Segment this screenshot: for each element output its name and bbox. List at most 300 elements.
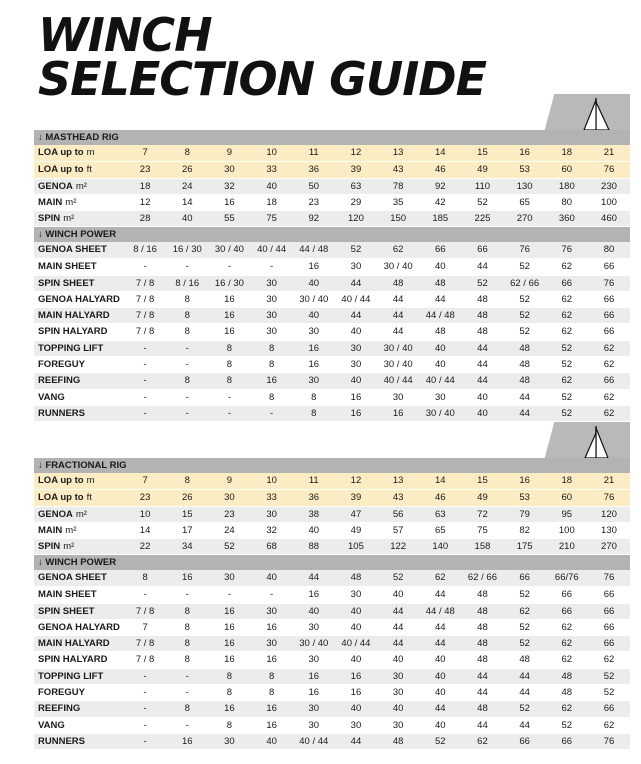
table-cell: 48 [477,654,488,666]
table-cell: 66 [603,310,615,322]
table-cell: 8 [268,687,275,699]
table-cell: 7 / 8 [135,326,155,338]
table-cell: 40 [308,310,320,322]
table-cell: 30 [392,670,404,682]
table-cell: 44 [519,391,530,403]
table-cell: 8 [311,391,317,403]
row-label [38,636,110,652]
table-cell: 13 [392,475,404,486]
table-cell: 75 [266,213,277,225]
row-label [38,406,85,422]
table-cell: 30 [266,605,277,617]
table-cell: 62 [603,342,615,354]
table-cell: 40 [350,654,362,666]
table-cell: 35 [392,196,404,208]
row-label [38,357,85,373]
table-cell: 39 [350,492,362,504]
row-label-text: MAIN HALYARD [38,638,110,650]
table-cell: 52 [519,326,530,338]
fractional-specs-table [34,473,630,554]
table-cell: 76 [603,277,615,289]
table-cell: 100 [558,524,575,536]
table-cell: 40 [392,654,404,666]
table-cell: 80 [561,196,573,208]
table-cell: 40 [435,359,446,371]
row-label [38,242,107,258]
table-row [34,340,630,356]
table-cell: 30 [350,719,362,731]
table-cell: 460 [601,213,617,225]
masthead-specs-table [34,145,630,226]
row-label [38,259,97,275]
table-cell: 48 [477,638,488,650]
table-cell: 44 [477,342,488,354]
table-cell: 40 [435,261,446,273]
row-label-text: GENOA HALYARD [38,293,120,305]
table-cell: 42 [435,196,446,208]
table-cell: 39 [350,164,362,176]
table-row [34,258,630,274]
table-cell: - [143,703,147,715]
row-label [38,669,103,685]
table-cell: 88 [308,541,320,553]
table-cell: 48 [477,310,488,322]
table-cell: 46 [435,492,446,504]
table-cell: 44 [392,326,404,338]
table-cell: 18 [266,196,277,208]
row-label [38,652,108,668]
table-row [34,161,630,177]
table-cell: 62 [435,572,446,583]
table-cell: 40 [350,621,362,633]
row-label-text: MAIN HALYARD [38,310,110,322]
table-cell: - [143,589,147,601]
table-cell: 30 [308,621,320,633]
table-cell: 12 [350,475,362,486]
row-label [38,162,92,178]
table-cell: 44 [477,261,488,273]
table-cell: 62 [603,359,615,371]
row-label [38,390,65,406]
table-cell: 62 / 66 [510,277,540,289]
row-label [38,539,74,555]
table-cell: 36 [308,164,320,176]
row-label [38,587,97,603]
table-cell: 130 [516,180,533,192]
table-cell: 29 [350,196,362,208]
table-cell: 16 [266,375,277,387]
table-cell: 52 [561,719,573,731]
table-cell: 66 [477,244,488,255]
table-cell: 66 [561,735,573,747]
row-unit: m² [75,180,87,192]
table-cell: 8 [311,407,317,419]
row-label-text: MAIN [38,196,63,208]
table-cell: 48 [477,703,488,715]
table-cell: 62 [561,638,573,650]
table-cell: 48 [519,359,530,371]
masthead-winch-power-table [34,242,630,421]
row-cells [124,259,630,274]
fractional-rig-header: ↓ FRACTIONAL RIG [34,458,630,473]
table-cell: - [185,391,189,403]
table-cell: 16 [308,359,320,371]
table-cell: 62 [392,244,404,255]
table-cell: 8 [184,621,190,633]
row-cells [124,145,630,161]
table-cell: 30 [308,654,320,666]
table-cell: 8 [226,687,233,699]
row-label-text: LOA up to [38,492,84,504]
table-cell: 7 / 8 [135,654,155,666]
table-cell: 48 [519,342,530,354]
table-cell: 52 [561,391,573,403]
table-cell: 30 / 40 [383,359,413,371]
table-cell: 30 [392,719,404,731]
table-cell: 44 [477,670,488,682]
row-label [38,490,92,506]
table-cell: 175 [516,541,533,553]
table-row [34,307,630,323]
table-cell: 21 [603,475,615,486]
masthead-winch-power-header: ↓ WINCH POWER [34,227,630,242]
table-cell: 44 [519,670,530,682]
row-label [38,473,94,489]
table-cell: 16 [266,654,277,666]
row-label-text: SPIN [38,213,61,225]
table-cell: 8 / 16 [133,244,157,255]
row-label-text: GENOA HALYARD [38,621,120,633]
table-cell: 30 [266,508,277,520]
table-cell: 92 [435,180,446,192]
masthead-rig-header: ↓ MASTHEAD RIG [34,130,630,145]
row-cells [124,718,630,733]
row-unit: m² [63,213,75,225]
table-cell: 8 [226,670,233,682]
table-cell: 55 [224,213,235,225]
table-cell: 100 [601,196,617,208]
table-cell: 16 [350,391,362,403]
row-cells [124,179,630,194]
table-cell: 65 [435,524,446,536]
table-cell: 14 [435,147,446,158]
table-row [34,194,630,210]
table-cell: 48 [392,277,404,289]
row-label [38,179,87,195]
table-cell: 44 / 48 [425,310,455,322]
table-cell: 16 [224,638,235,650]
table-cell: 52 [603,670,615,682]
table-cell: 40 [435,670,446,682]
row-label-text: REEFING [38,375,81,387]
table-cell: 40 [308,605,320,617]
table-cell: 30 [266,326,277,338]
row-cells [124,473,630,489]
table-cell: 120 [601,508,617,520]
table-cell: 40 [477,391,488,403]
row-cells [124,636,630,651]
table-cell: 76 [603,492,615,504]
row-label-text: SPIN HALYARD [38,326,108,338]
table-cell: 23 [139,492,151,504]
row-label-text: GENOA SHEET [38,572,107,583]
table-cell: 75 [477,524,488,536]
table-cell: 47 [350,508,362,520]
table-cell: 43 [392,492,404,504]
row-cells [124,523,630,538]
table-cell: 52 [519,638,530,650]
table-cell: 13 [392,147,404,158]
table-cell: 48 [519,375,530,387]
table-row [34,651,630,667]
table-cell: 8 [184,654,190,666]
table-cell: 16 [266,621,277,633]
table-cell: - [185,687,189,699]
table-cell: 8 [142,572,148,583]
table-row [34,178,630,194]
table-row [34,684,630,700]
table-cell: 44 [350,310,362,322]
table-cell: 60 [561,164,573,176]
table-cell: 66 [561,589,573,601]
table-cell: 8 [184,326,190,338]
table-cell: 16 [224,703,235,715]
table-cell: - [185,359,189,371]
table-cell: 30 [435,391,446,403]
table-cell: 76 [519,244,530,255]
table-cell: 8 [268,391,275,403]
row-label-text: LOA up to [38,147,84,158]
table-cell: 48 [435,326,446,338]
table-cell: 360 [558,213,575,225]
table-cell: 30 [308,326,320,338]
table-cell: 62 [561,310,573,322]
row-label [38,292,120,308]
row-label [38,718,65,734]
row-label [38,324,108,340]
table-row [34,210,630,226]
table-cell: 80 [603,244,615,255]
table-cell: 16 [308,589,320,601]
table-cell: 52 [603,687,615,699]
table-cell: 50 [308,180,320,192]
row-label-text: RUNNERS [38,407,85,419]
table-cell: 16 [308,261,320,273]
table-cell: 44 [308,572,320,583]
table-cell: 78 [392,180,404,192]
row-cells [124,701,630,716]
table-cell: 8 [184,703,190,715]
table-cell: 16 [224,654,235,666]
table-cell: 62 [561,326,573,338]
table-cell: 44 [435,589,446,601]
table-cell: 16 [224,605,235,617]
table-cell: 7 / 8 [135,638,155,650]
row-unit: ft [86,164,92,176]
table-cell: 16 [308,342,320,354]
row-cells [124,162,630,177]
table-cell: 16 [224,310,235,322]
table-cell: 38 [308,508,320,520]
table-cell: 17 [181,524,193,536]
table-cell: 60 [561,492,573,504]
row-cells [124,211,630,226]
row-cells [124,276,630,291]
row-cells [124,195,630,210]
table-cell: - [143,719,147,731]
table-cell: 52 [477,277,488,289]
table-row [34,506,630,522]
table-cell: 52 [519,589,530,601]
table-cell: 68 [266,541,277,553]
table-cell: 8 [226,359,233,371]
table-cell: - [270,261,274,273]
table-cell: 140 [432,541,449,553]
table-cell: 52 [519,703,530,715]
table-cell: - [227,391,232,403]
table-cell: 49 [477,492,488,504]
row-unit: m² [75,508,87,520]
table-cell: 76 [603,572,615,583]
table-cell: 24 [224,524,235,536]
table-cell: - [143,407,147,419]
table-cell: 30 [224,492,235,504]
table-cell: 52 [519,310,530,322]
row-label-text: MAIN [38,524,63,536]
fractional-winch-power-header: ↓ WINCH POWER [34,555,630,570]
table-cell: 44 [392,605,404,617]
table-row [34,291,630,307]
table-cell: 62 [519,605,530,617]
table-cell: 30 [224,572,235,583]
table-cell: 10 [266,147,277,158]
table-cell: 49 [477,164,488,176]
row-label [38,570,107,586]
row-cells [124,734,630,749]
table-cell: 23 [139,164,151,176]
table-cell: 8 [226,342,233,354]
table-cell: 30 [350,589,362,601]
table-cell: 66 [603,638,615,650]
table-cell: - [143,687,147,699]
row-label-text: SPIN HALYARD [38,654,108,666]
row-label [38,308,110,324]
row-cells [124,490,630,505]
table-cell: 7 [142,621,148,633]
row-unit: m [86,475,95,486]
table-cell: 48 [561,687,573,699]
table-cell: 40 [350,326,362,338]
table-cell: 270 [601,541,617,553]
row-cells [124,357,630,372]
row-label [38,685,85,701]
table-cell: 62 [603,654,615,666]
table-row [34,473,630,489]
row-cells [124,652,630,667]
table-cell: 8 [184,310,190,322]
row-cells [124,620,630,635]
table-cell: 66 [561,277,573,289]
table-cell: 48 [477,621,488,633]
table-cell: 53 [519,492,530,504]
row-label-text: VANG [38,391,65,403]
table-cell: 8 [184,147,190,158]
table-cell: 40 [308,524,320,536]
row-label-text: TOPPING LIFT [38,342,104,354]
table-row [34,586,630,602]
table-row [34,275,630,291]
table-cell: 65 [519,196,530,208]
page-title-line-1: WINCH [38,8,212,62]
table-cell: 63 [350,180,362,192]
table-cell: 92 [308,213,320,225]
row-label [38,604,95,620]
table-cell: 62 [561,703,573,715]
row-label-text: GENOA [38,508,73,520]
table-cell: 56 [392,508,404,520]
table-cell: 40 [435,687,446,699]
table-cell: 76 [561,244,573,255]
row-label [38,701,80,717]
table-cell: 32 [266,524,277,536]
table-cell: - [143,735,147,747]
table-cell: 66 [603,261,615,273]
row-label-text: REEFING [38,703,81,715]
row-label [38,734,85,750]
fractional-winch-power-table [34,570,630,749]
row-label-text: GENOA [38,180,73,192]
table-cell: 15 [477,147,488,158]
row-label [38,276,95,292]
row-cells [124,507,630,522]
table-row [34,405,630,421]
row-label [38,523,76,539]
table-cell: 30 [350,359,362,371]
row-label [38,620,120,636]
table-cell: 8 [226,719,233,731]
table-cell: 8 [268,670,275,682]
table-cell: 18 [561,147,573,158]
table-cell: 23 [224,508,235,520]
table-cell: 62 [477,735,488,747]
table-cell: 62 [561,654,573,666]
row-unit: m² [63,541,75,553]
table-cell: 44 [392,310,404,322]
table-cell: 40 [435,654,446,666]
table-cell: 8 [268,342,275,354]
table-cell: 44 [519,719,530,731]
row-label-text: RUNNERS [38,735,85,747]
table-cell: 66 [519,572,530,583]
row-cells [124,324,630,339]
table-cell: 40 / 44 [341,293,371,305]
table-cell: 40 [350,703,362,715]
table-row [34,619,630,635]
table-cell: 11 [308,147,319,158]
table-cell: 40 [392,589,404,601]
table-row [34,145,630,161]
table-cell: 30 [266,638,277,650]
table-cell: 43 [392,164,404,176]
table-cell: 8 [184,375,190,387]
table-cell: 21 [603,147,615,158]
table-cell: 40 [477,407,488,419]
row-cells [124,292,630,307]
table-cell: - [270,589,274,601]
row-cells [124,539,630,554]
table-cell: 44 [392,638,404,650]
table-cell: 14 [139,524,151,536]
